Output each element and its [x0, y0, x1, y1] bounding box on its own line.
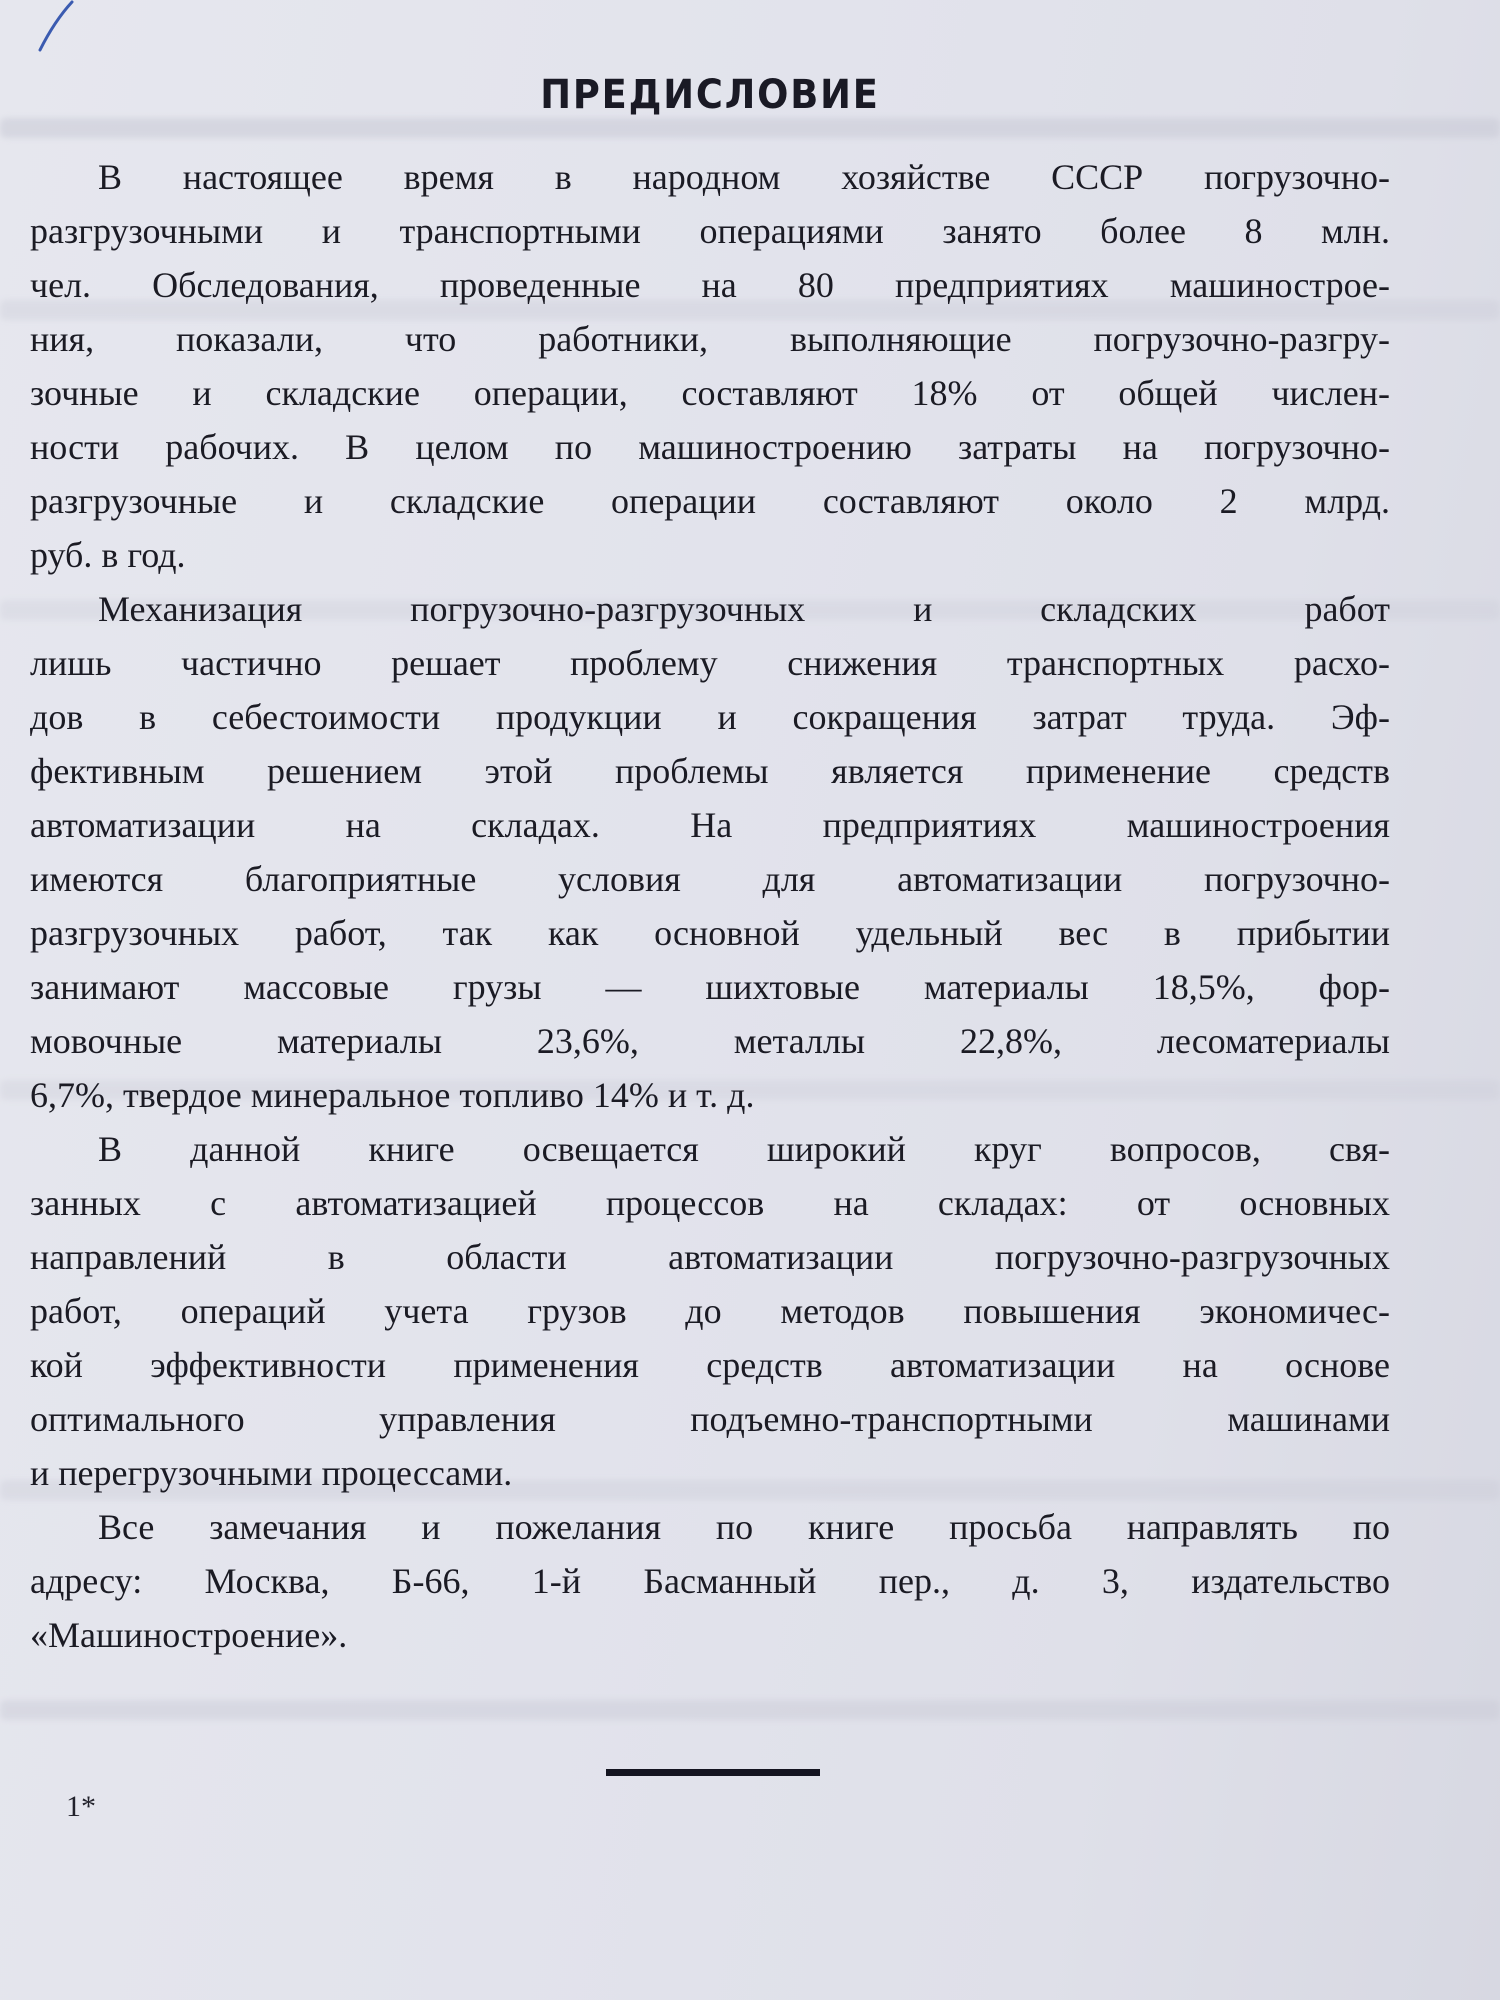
show-through	[0, 1700, 1500, 1720]
text-line: мовочные материалы 23,6%, металлы 22,8%, лесоматериалы	[30, 1021, 1390, 1061]
text-line: разгрузочными и транспортными операциями занято более 8 млн.	[30, 211, 1390, 251]
text-line: работ, операций учета грузов до методов повышения экономичес-	[30, 1291, 1390, 1331]
text-line: В настоящее время в народном хозяйстве СССР погрузочно-	[98, 157, 1390, 197]
text-line: зочные и складские операции, составляют 18% от общей числен-	[30, 373, 1390, 413]
paragraph-2	[30, 582, 1390, 1122]
show-through	[0, 118, 1500, 138]
text-line: разгрузочные и складские операции составляют около 2 млрд.	[30, 481, 1390, 521]
text-line: имеются благоприятные условия для автоматизации погрузочно-	[30, 859, 1390, 899]
text-line: и перегрузочными процессами.	[30, 1453, 513, 1493]
paragraph-3	[30, 1122, 1390, 1500]
text-line: лишь частично решает проблему снижения транспортных расхо-	[30, 643, 1390, 683]
text-line: занных с автоматизацией процессов на складах: от основных	[30, 1183, 1390, 1223]
text-line: занимают массовые грузы — шихтовые материалы 18,5%, фор-	[30, 967, 1390, 1007]
text-line: кой эффективности применения средств автоматизации на основе	[30, 1345, 1390, 1385]
text-line: чел. Обследования, проведенные на 80 предприятиях машинострое-	[30, 265, 1390, 305]
text-line: дов в себестоимости продукции и сокращения затрат труда. Эф-	[30, 697, 1390, 737]
text-line: разгрузочных работ, так как основной удельный вес в прибытии	[30, 913, 1390, 953]
pen-mark	[30, 0, 90, 60]
section-end-rule	[606, 1769, 820, 1776]
text-line: «Машиностроение».	[30, 1615, 348, 1655]
signature-mark: 1*	[66, 1790, 96, 1823]
text-line: ности рабочих. В целом по машиностроению затраты на погрузочно-	[30, 427, 1390, 467]
text-line: Все замечания и пожелания по книге просьба направлять по	[98, 1507, 1390, 1547]
text-line: 6,7%, твердое минеральное топливо 14% и т. д.	[30, 1075, 755, 1115]
text-line: ния, показали, что работники, выполняющие погрузочно-разгру-	[30, 319, 1390, 359]
text-line: автоматизации на складах. На предприятиях машиностроения	[30, 805, 1390, 845]
text-line: фективным решением этой проблемы является применение средств	[30, 751, 1390, 791]
body-text	[30, 150, 1390, 1662]
text-line: руб. в год.	[30, 535, 186, 575]
page-title: ПРЕДИСЛОВИЕ	[540, 72, 880, 118]
text-line: Механизация погрузочно-разгрузочных и складских работ	[98, 589, 1390, 629]
text-line: В данной книге освещается широкий круг вопросов, свя-	[98, 1129, 1390, 1169]
paragraph-1	[30, 150, 1390, 582]
text-line: адресу: Москва, Б-66, 1-й Басманный пер., д. 3, издательство	[30, 1561, 1390, 1601]
text-line: направлений в области автоматизации погрузочно-разгрузочных	[30, 1237, 1390, 1277]
paragraph-4	[30, 1500, 1390, 1662]
text-line: оптимального управления подъемно-транспортными машинами	[30, 1399, 1390, 1439]
